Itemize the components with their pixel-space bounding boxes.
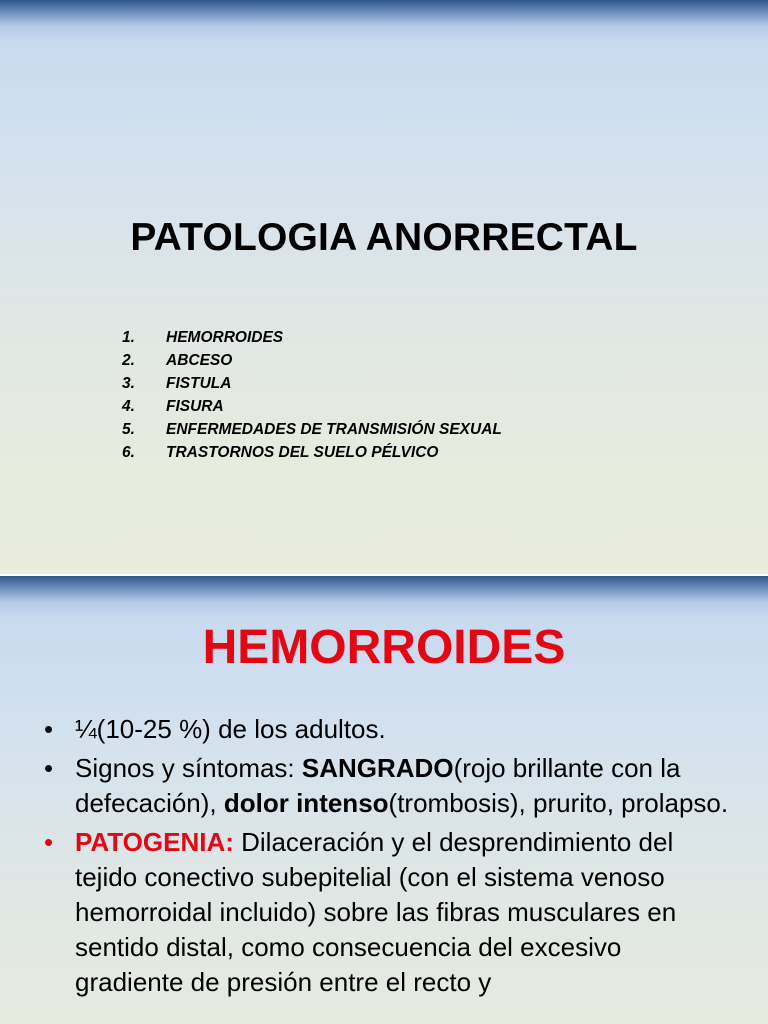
bullet-item-prevalence <box>44 712 734 747</box>
list-number: 5. <box>122 421 135 438</box>
list-number: 2. <box>122 352 135 369</box>
list-number: 3. <box>122 375 135 392</box>
bullet-text: Dilaceración y el desprendimiento del tejido conectivo subepitelial (con el sistema venoso hemorroidal incluido) sobre las fibras musculares en sentido distal, como consecuencia del excesivo gradiente de presión entre el recto y <box>75 827 677 997</box>
list-label: ABCESO <box>166 352 233 369</box>
bullet-text: ¼(10-25 %) de los adultos. <box>75 714 386 744</box>
list-item <box>122 349 502 372</box>
list-item <box>122 441 502 464</box>
bullet-item-patogenia <box>44 825 734 1000</box>
slide-1-title: PATOLOGIA ANORRECTAL <box>130 216 638 259</box>
list-item <box>122 418 502 441</box>
slide-2 <box>0 576 768 1024</box>
list-label: ENFERMEDADES DE TRANSMISIÓN SEXUAL <box>166 421 502 438</box>
bullet-item-symptoms <box>44 751 734 821</box>
patogenia-label: PATOGENIA: <box>75 827 234 857</box>
list-label: HEMORROIDES <box>166 329 284 346</box>
list-label: FISURA <box>166 398 224 415</box>
bullet-icon: • <box>44 753 54 783</box>
bullet-text: (trombosis), prurito, prolapso. <box>388 788 729 818</box>
list-item <box>122 395 502 418</box>
bullet-text: (rojo brillante con la defecación), <box>75 753 681 818</box>
bullet-list <box>44 712 734 1004</box>
bullet-text: Signos y síntomas: <box>75 753 302 783</box>
slide-2-title: HEMORROIDES <box>202 621 566 674</box>
topic-list <box>122 326 502 464</box>
list-item <box>122 326 502 349</box>
bullet-icon: • <box>44 827 54 857</box>
emphasis-sangrado: SANGRADO <box>301 753 454 783</box>
list-label: FISTULA <box>166 375 232 392</box>
list-item <box>122 372 502 395</box>
list-number: 4. <box>122 398 135 415</box>
list-label: TRASTORNOS DEL SUELO PÉLVICO <box>166 444 439 461</box>
list-number: 6. <box>122 444 135 461</box>
bullet-icon: • <box>44 714 54 744</box>
list-number: 1. <box>122 329 135 346</box>
emphasis-dolor-intenso: dolor intenso <box>223 788 389 818</box>
